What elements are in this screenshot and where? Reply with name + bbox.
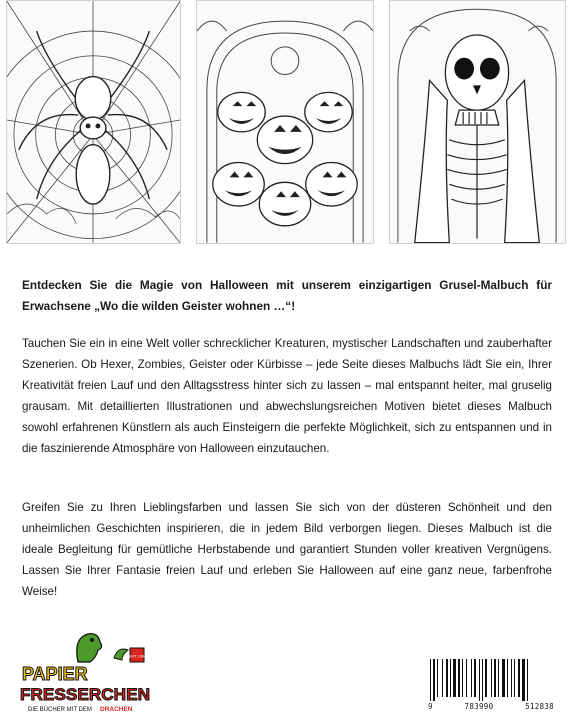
barcode-bar bbox=[442, 659, 443, 697]
barcode-group-2: 512838 bbox=[525, 702, 554, 711]
barcode-bar bbox=[479, 659, 480, 701]
barcode-bar bbox=[453, 659, 456, 697]
logo-tagline: DIE BÜCHER MIT DEM bbox=[28, 707, 92, 713]
barcode-bar bbox=[491, 659, 492, 697]
barcode-bar bbox=[471, 659, 472, 697]
barcode-bar bbox=[485, 659, 487, 697]
barcode-bar bbox=[502, 659, 505, 697]
pumpkins-illustration-panel bbox=[196, 0, 374, 244]
skeleton-illustration-panel bbox=[389, 0, 566, 244]
logo-line-1: PAPIER bbox=[22, 664, 88, 684]
logo-badge: SEIT 1990 bbox=[127, 653, 147, 659]
barcode-group-1: 783990 bbox=[464, 702, 494, 711]
barcode-bar bbox=[507, 659, 508, 697]
barcode-bar bbox=[514, 659, 515, 697]
logo-tagline-highlight: DRACHEN bbox=[100, 706, 133, 713]
dragon-icon bbox=[77, 634, 128, 662]
barcode-bar bbox=[430, 659, 431, 701]
barcode-bar bbox=[458, 659, 460, 697]
barcode-bar bbox=[462, 659, 463, 697]
badge-icon bbox=[128, 648, 148, 662]
barcode-bar bbox=[518, 659, 520, 697]
spider-illustration-panel bbox=[6, 0, 181, 244]
barcode-bar bbox=[527, 659, 528, 701]
barcode-digit-first: 9 bbox=[428, 702, 433, 711]
barcode-bar bbox=[511, 659, 512, 697]
barcode-bar bbox=[466, 659, 467, 697]
barcode-bar bbox=[494, 659, 496, 697]
barcode-digits bbox=[424, 702, 558, 711]
isbn-barcode bbox=[424, 655, 558, 715]
jack-o-lantern-icon bbox=[197, 1, 373, 243]
barcode-bars bbox=[428, 659, 554, 701]
intro-text bbox=[22, 275, 552, 317]
paragraph-1-text: Tauchen Sie ein in eine Welt voller schrecklicher Kreaturen, mystischer Landschaften und zauberhafter Szenerien. Ob Hexer, Zombies, Geister oder Kürbisse – jede Seite dieses Malbuchs lädt Sie ein, Ihrer Kreativität freien Lauf und den Alltagsstress hinter sich zu lassen – mal entspannt heiter, mal gruselig grausam. Mit detaillierten Illustrationen und abwechslungsreichen Motiven bietet dieses Malbuch sowohl erfahrenen Künstlern als auch Einsteigern die perfekte Möglichkeit, sich zu entspannen und in die faszinierende Atmosphäre von Halloween einzutauchen. bbox=[22, 337, 552, 455]
body-paragraph-1 bbox=[22, 333, 552, 459]
body-paragraph-2 bbox=[22, 497, 552, 602]
intro-paragraph: Entdecken Sie die Magie von Halloween mit unserem einzigartigen Grusel-Malbuch für Erwachsene „Wo die wilden Geister wohnen …“! bbox=[22, 278, 552, 313]
barcode-bar bbox=[474, 659, 476, 697]
paragraph-2-text: Greifen Sie zu Ihren Lieblingsfarben und lassen Sie sich von der düsteren Schönheit und den unheimlichen Geschichten inspirieren, die in jedem Bild verborgen liegen. Dieses Malbuch ist die ideale Begleitung für gemütliche Herbstabende und garantiert Stunden voller kreativen Vergnügens. Lassen Sie Ihrer Fantasie freien Lauf und erleben Sie Halloween auf eine ganz neue, farbenfrohe Weise! bbox=[22, 501, 552, 598]
barcode-bar bbox=[522, 659, 525, 701]
barcode-bar bbox=[437, 659, 438, 697]
spider-web-icon bbox=[7, 1, 180, 243]
logo-line-2: FRESSERCHEN bbox=[20, 685, 150, 704]
barcode-bar bbox=[446, 659, 448, 697]
barcode-bar bbox=[482, 659, 483, 701]
barcode-bar bbox=[450, 659, 451, 697]
skeleton-icon bbox=[390, 1, 565, 243]
barcode-bar bbox=[433, 659, 435, 701]
publisher-logo bbox=[18, 628, 154, 714]
barcode-bar bbox=[498, 659, 499, 697]
